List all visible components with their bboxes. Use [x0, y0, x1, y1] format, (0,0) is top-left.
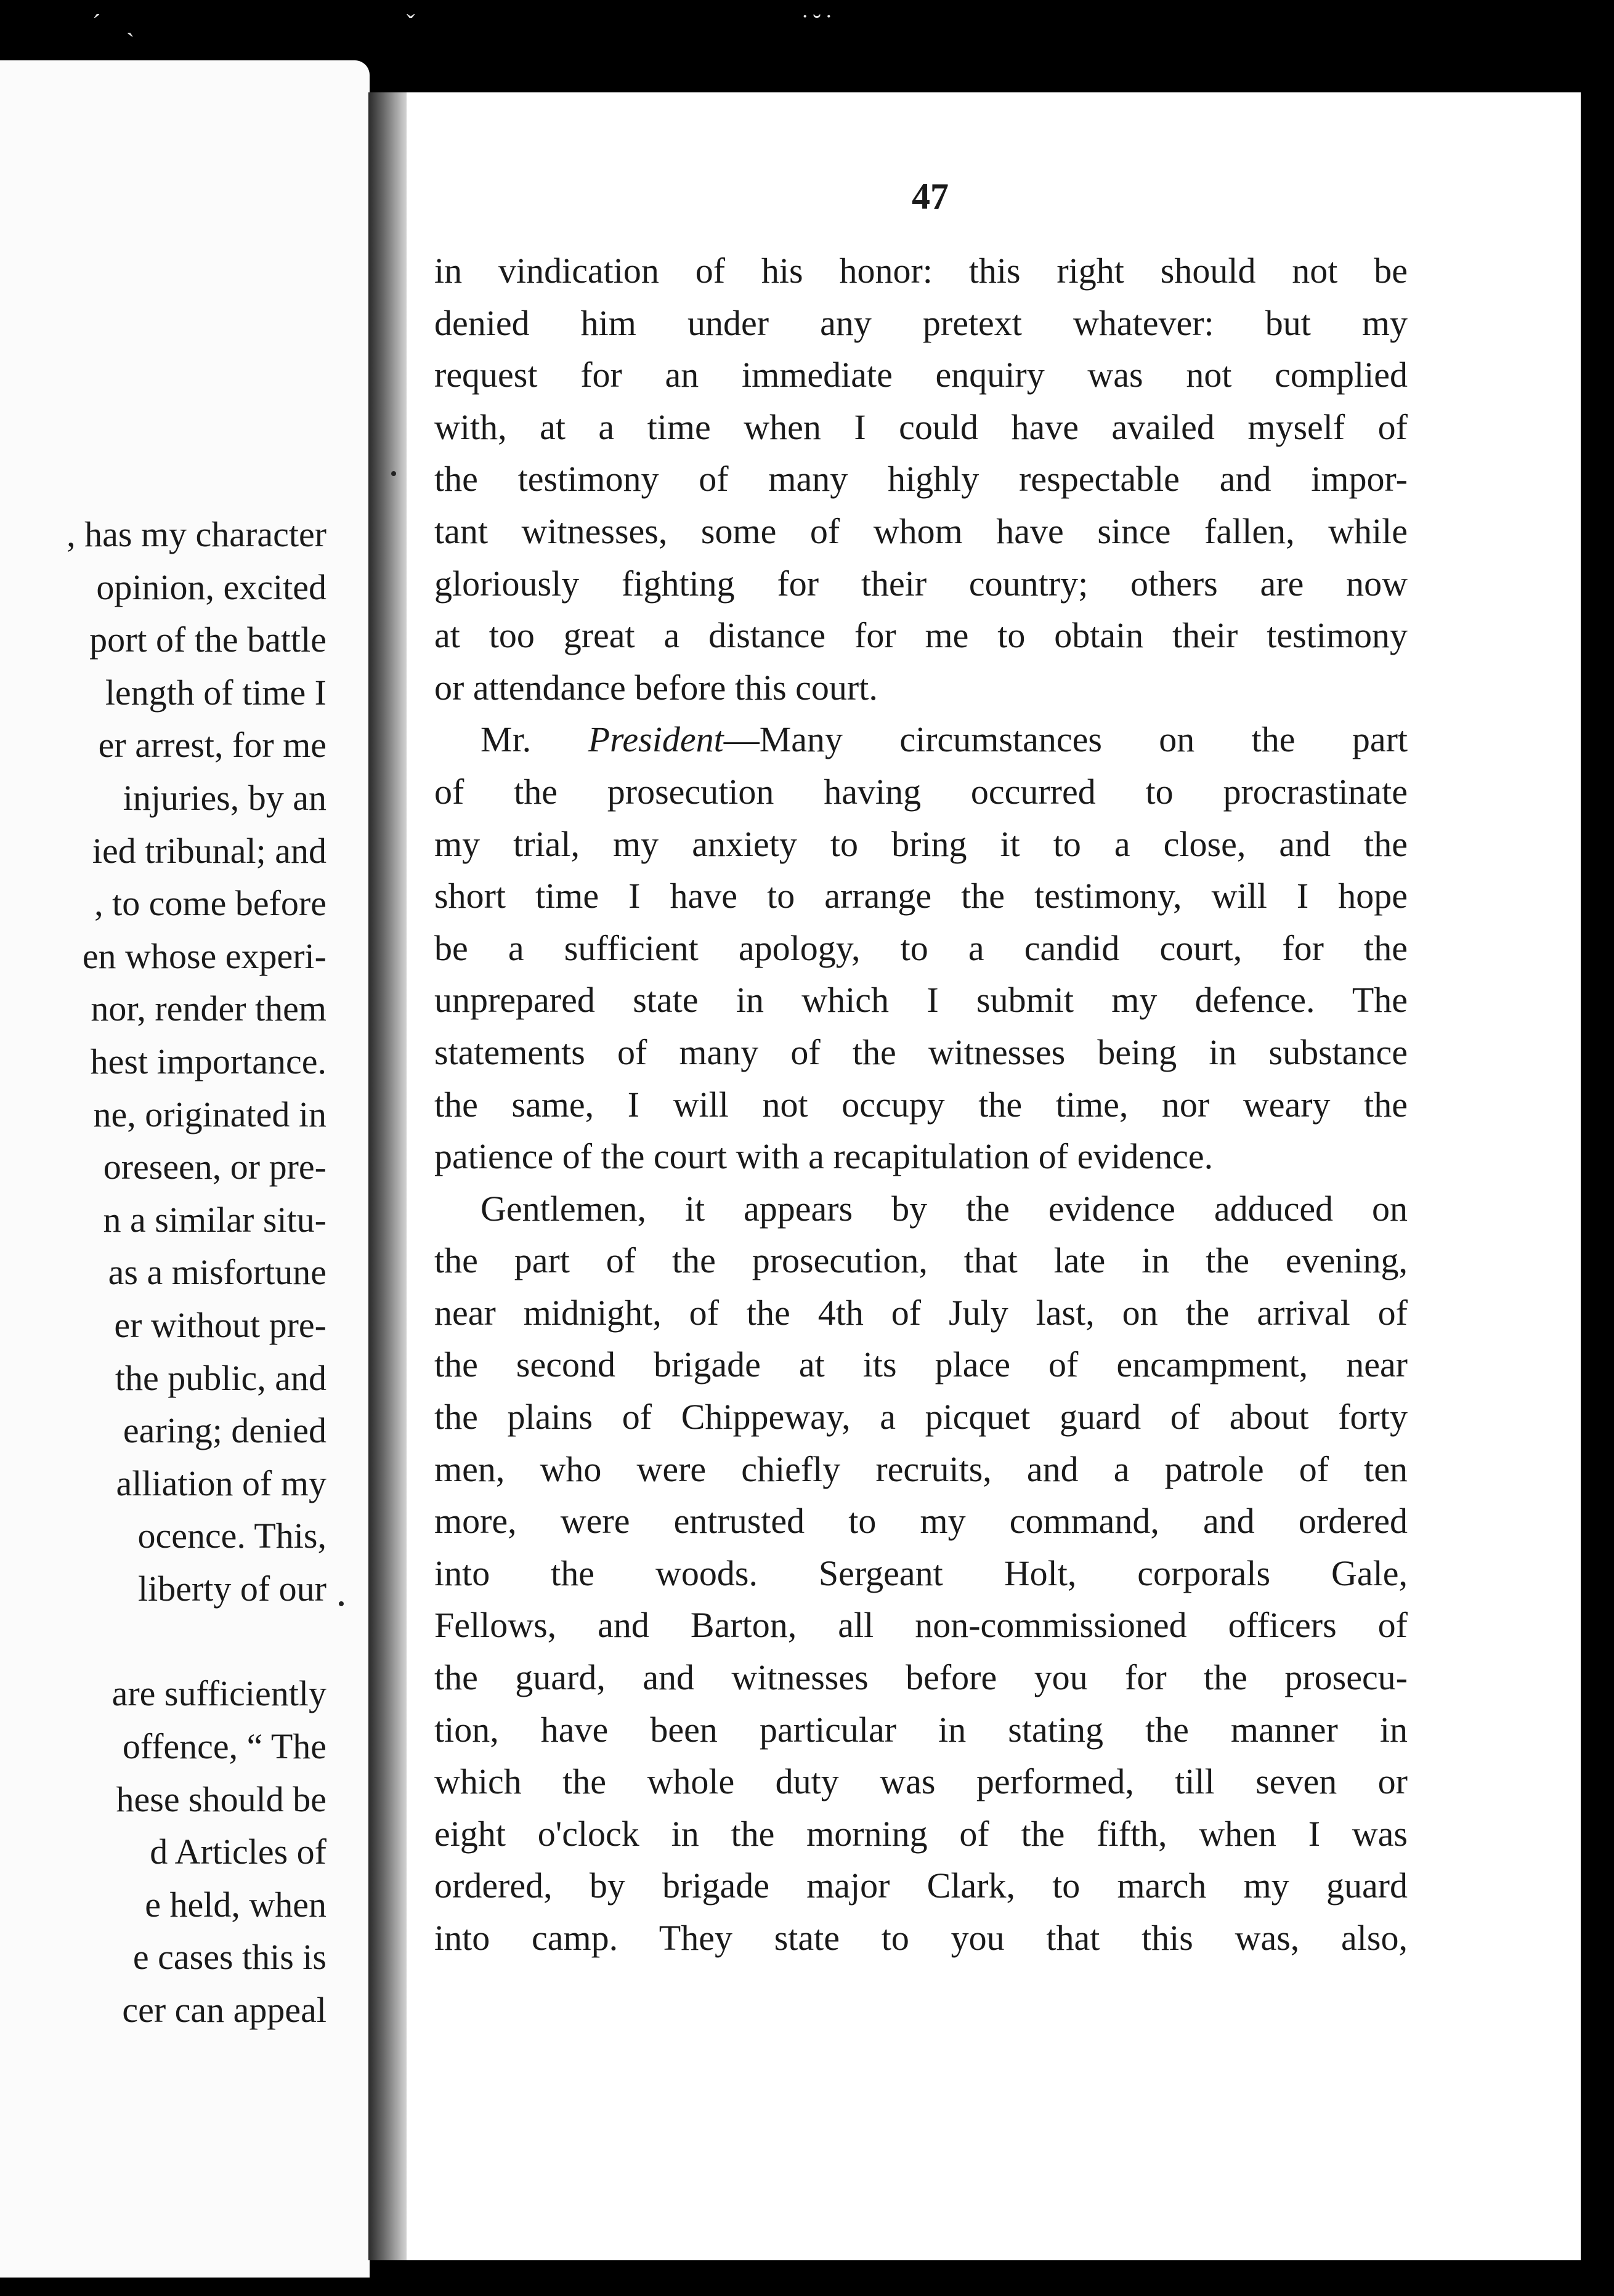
text-line	[434, 1027, 1408, 1079]
line-text: be a sufficient apology, to a candid court, for the	[434, 928, 1408, 968]
italic-term: President	[588, 719, 724, 760]
facing-page-line: hese should be	[116, 1779, 326, 1819]
facing-page-line: , to come before	[94, 883, 326, 924]
text-line	[434, 1599, 1408, 1652]
line-text: my trial, my anxiety to bring it to a close, and the	[434, 823, 1408, 864]
text-line	[434, 766, 1408, 819]
text-line	[434, 453, 1408, 506]
line-text: Gentlemen, it appears by the evidence adduced on	[481, 1188, 1408, 1229]
line-text: into the woods. Sergeant Holt, corporals Gale,	[434, 1553, 1408, 1593]
text-line	[434, 1704, 1408, 1756]
page-number: 47	[912, 176, 949, 217]
line-text: into camp. They state to you that this was, also,	[434, 1918, 1408, 1958]
line-text: near midnight, of the 4th of July last, on the arrival of	[434, 1292, 1408, 1333]
facing-page-line: opinion, excited	[96, 567, 326, 607]
facing-page-line: as a misfortune	[108, 1252, 326, 1293]
facing-page-text	[0, 508, 326, 2037]
facing-page-line: the public, and	[115, 1357, 326, 1398]
scan-edge-marks: ˊ ˏ ˇ ˙˘˙	[92, 9, 837, 37]
line-text: Fellows, and Barton, all non-commissioned officers of	[434, 1605, 1408, 1646]
facing-page	[0, 60, 370, 2278]
text-line	[434, 1495, 1408, 1548]
line-text: the second brigade at its place of encampment, near	[434, 1344, 1408, 1385]
text-line	[434, 1548, 1408, 1600]
text-line	[434, 662, 1408, 714]
line-text: the plains of Chippeway, a picquet guard of about forty	[434, 1397, 1408, 1437]
facing-page-line: en whose experi-	[82, 936, 326, 976]
facing-page-line: e held, when	[145, 1884, 326, 1925]
text-line	[434, 297, 1408, 350]
line-text: in vindication of his honor: this right should not be	[434, 251, 1408, 291]
line-text: men, who were chiefly recruits, and a patrole of ten	[434, 1449, 1408, 1489]
facing-page-line: d Articles of	[150, 1832, 326, 1872]
line-text: ordered, by brigade major Clark, to march my guard	[434, 1866, 1408, 1906]
text-line	[434, 402, 1408, 454]
text-line	[434, 245, 1408, 297]
facing-page-line: length of time I	[105, 672, 326, 713]
line-text: the same, I will not occupy the time, nor weary the	[434, 1084, 1408, 1125]
line-text: patience of the court with a recapitulation of evidence.	[434, 1136, 1214, 1177]
line-text: statements of many of the witnesses being in substance	[434, 1032, 1408, 1072]
text-line	[434, 974, 1408, 1027]
text-line	[434, 558, 1408, 610]
facing-page-line: injuries, by an	[123, 777, 326, 818]
text-line	[434, 870, 1408, 923]
text-line	[434, 923, 1408, 975]
facing-page-line: alliation of my	[116, 1463, 326, 1503]
facing-page-line: hest importance.	[90, 1041, 326, 1081]
facing-page-line: er without pre-	[114, 1304, 326, 1345]
text-line	[434, 819, 1408, 871]
line-text: gloriously fighting for their country; others are now	[434, 563, 1408, 604]
facing-page-line: , has my character	[67, 514, 326, 554]
facing-page-line: ocence. This,	[137, 1516, 326, 1556]
line-text: denied him under any pretext whatever: but my	[434, 302, 1408, 343]
line-text: more, were entrusted to my command, and ordered	[434, 1501, 1408, 1542]
text-line	[434, 1079, 1408, 1131]
text-line	[434, 1391, 1408, 1444]
body-text	[434, 245, 1408, 1965]
facing-page-line: earing; denied	[123, 1410, 326, 1451]
line-text: the guard, and witnesses before you for the prosecu-	[434, 1657, 1408, 1698]
text-line	[434, 1652, 1408, 1704]
text-line	[434, 1808, 1408, 1861]
text-line	[434, 1444, 1408, 1496]
text-line	[434, 1287, 1408, 1340]
text-line	[434, 349, 1408, 402]
line-text: unprepared state in which I submit my defence. The	[434, 980, 1408, 1021]
line-text: tion, have been particular in stating the manner in	[434, 1709, 1408, 1750]
text-line	[434, 1860, 1408, 1912]
facing-page-line: ied tribunal; and	[92, 830, 326, 871]
line-text: eight o'clock in the morning of the fifth, when I was	[434, 1813, 1408, 1854]
line-prefix: Mr.	[481, 719, 588, 760]
text-line	[434, 1183, 1408, 1235]
line-text: —Many circumstances on the part	[723, 719, 1408, 760]
facing-page-line: port of the battle	[89, 620, 326, 660]
text-line	[434, 1131, 1408, 1183]
margin-mark	[339, 1601, 344, 1606]
line-text: request for an immediate enquiry was not complied	[434, 355, 1408, 395]
line-text: short time I have to arrange the testimony, will I hope	[434, 876, 1408, 916]
facing-page-line: liberty of our	[137, 1568, 326, 1609]
line-text: with, at a time when I could have availed myself of	[434, 406, 1408, 447]
text-line	[434, 1756, 1408, 1808]
line-text: tant witnesses, some of whom have since fallen, while	[434, 511, 1408, 551]
margin-mark	[391, 471, 396, 476]
facing-page-line: e cases this is	[132, 1937, 326, 1978]
line-text: the part of the prosecution, that late in the evening,	[434, 1240, 1408, 1281]
facing-page-line: nor, render them	[91, 988, 326, 1029]
line-text: which the whole duty was performed, till seven or	[434, 1761, 1408, 1802]
line-text: or attendance before this court.	[434, 667, 878, 708]
facing-page-line: are sufficiently	[112, 1673, 326, 1714]
facing-page-line: offence, “ The	[122, 1726, 326, 1767]
text-line	[434, 506, 1408, 558]
facing-page-line: cer can appeal	[122, 1990, 326, 2031]
text-line	[434, 610, 1408, 662]
facing-page-line: oreseen, or pre-	[103, 1147, 326, 1187]
facing-page-line: n a similar situ-	[103, 1199, 326, 1240]
document-page	[407, 92, 1581, 2260]
line-text: at too great a distance for me to obtain their testimony	[434, 615, 1408, 656]
text-line	[434, 1235, 1408, 1287]
facing-page-line: ne, originated in	[93, 1094, 326, 1134]
facing-page-line: er arrest, for me	[98, 725, 326, 766]
line-text: of the prosecution having occurred to procrastinate	[434, 771, 1408, 812]
text-line	[434, 1912, 1408, 1965]
text-line	[434, 1339, 1408, 1391]
line-text: the testimony of many highly respectable and impor-	[434, 459, 1408, 499]
text-line	[434, 714, 1408, 766]
